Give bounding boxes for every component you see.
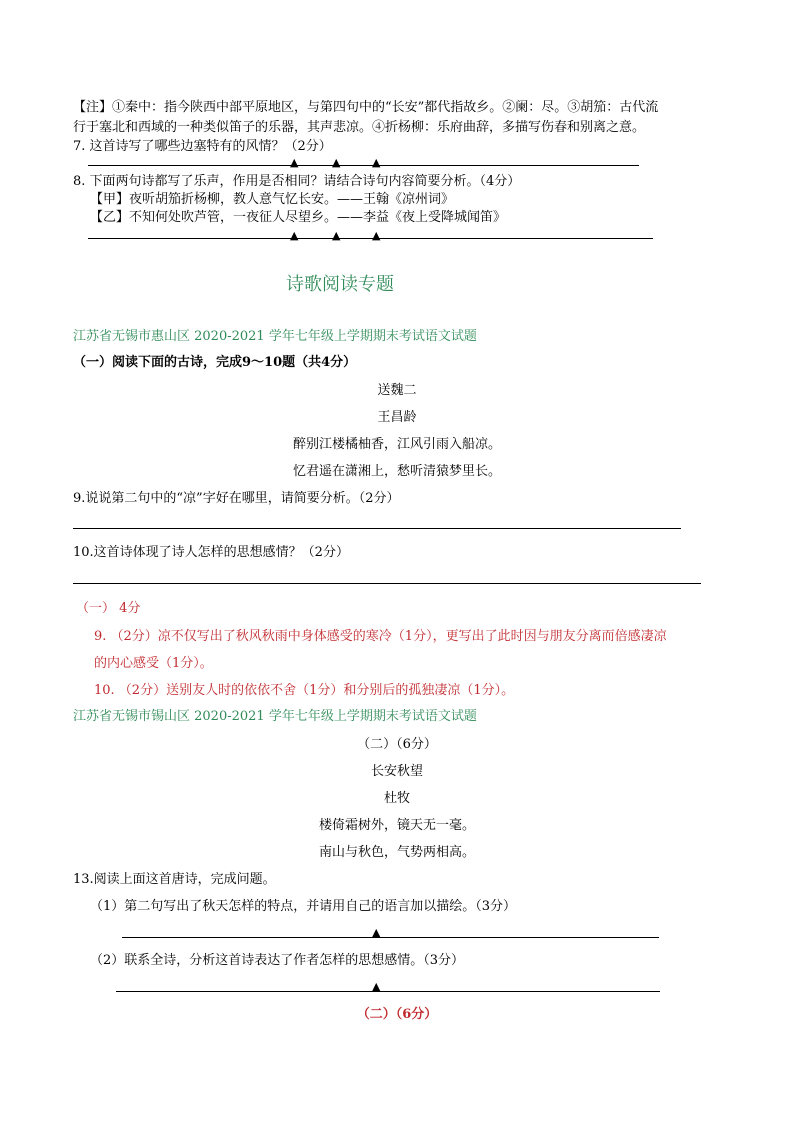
question-10: 10.这首诗体现了诗人怎样的思想感情？（2分） xyxy=(73,545,349,560)
note-line-2: 行于塞北和西域的一种类似笛子的乐器，其声悲凉。④折杨柳：乐府曲辞，多描写伤春和别离之意。 xyxy=(73,120,646,135)
poem-excerpt-yi: 【乙】不知何处吹芦管，一夜征人尽望乡。——李益《夜上受降城闻笛》 xyxy=(90,210,507,225)
poem-title-1: 送魏二 xyxy=(377,383,417,398)
answer-marker: ▲ xyxy=(332,156,341,169)
source-line-2: 江苏省无锡市锡山区 2020-2021 学年七年级上学期期末考试语文试题 xyxy=(73,709,477,724)
answer-marker: ▲ xyxy=(372,980,381,993)
question-13-1: （1）第二句写出了秋天怎样的特点，并请用自己的语言加以描绘。（3分） xyxy=(90,899,517,914)
answer-line-q10 xyxy=(73,583,701,584)
answer-line-q13-1 xyxy=(122,937,659,938)
answer-9-line-1: 9. （2分）凉不仅写出了秋风秋雨中身体感受的寒冷（1分），更写出了此时因与朋友分离而倍感凄凉 xyxy=(94,629,667,644)
section-title: 诗歌阅读专题 xyxy=(286,274,394,295)
poem-2-line-2: 南山与秋色，气势两相高。 xyxy=(318,845,475,860)
poem-author-1: 王昌龄 xyxy=(377,410,417,425)
poem-excerpt-jia: 【甲】夜听胡笳折杨柳，教人意气忆长安。——王翰《凉州词》 xyxy=(90,192,455,207)
answer-10: 10. （2分）送别友人时的依依不舍（1分）和分别后的孤独凄凉（1分）。 xyxy=(94,683,515,698)
answer-line-q8 xyxy=(88,238,653,239)
source-line-1: 江苏省无锡市惠山区 2020-2021 学年七年级上学期期末考试语文试题 xyxy=(73,329,477,344)
answer-marker: ▲ xyxy=(372,156,381,169)
answer-marker: ▲ xyxy=(372,926,381,939)
answer-heading-1: （一） 4分 xyxy=(76,601,141,616)
section-1-heading: （一）阅读下面的古诗，完成9～10题（共4分） xyxy=(73,355,357,370)
answer-marker: ▲ xyxy=(290,229,299,242)
question-8: 8. 下面两句诗都写了乐声，作用是否相同？请结合诗句内容简要分析。（4分） xyxy=(73,174,521,189)
answer-9-line-2: 的内心感受（1分）。 xyxy=(94,656,213,671)
poem-author-2: 杜牧 xyxy=(383,791,410,806)
answer-marker: ▲ xyxy=(332,229,341,242)
answer-marker: ▲ xyxy=(372,229,381,242)
question-9: 9.说说第二句中的“凉”字好在哪里，请简要分析。（2分） xyxy=(73,491,400,506)
poem-title-2: 长安秋望 xyxy=(370,764,423,779)
answer-marker: ▲ xyxy=(290,156,299,169)
section-2-heading: （二）（6分） xyxy=(357,737,437,752)
poem-1-line-2: 忆君遥在潇湘上，愁听清猿梦里长。 xyxy=(292,464,501,479)
poem-2-line-1: 楼倚霜树外，镜天无一毫。 xyxy=(318,818,475,833)
answer-line-q13-2 xyxy=(116,991,660,992)
question-13: 13.阅读上面这首唐诗，完成问题。 xyxy=(73,872,276,887)
answer-heading-2: （二）（6分） xyxy=(356,1007,438,1022)
poem-1-line-1: 醉别江楼橘柚香，江风引雨入船凉。 xyxy=(292,437,501,452)
note-line-1: 【注】①秦中：指今陕西中部平原地区，与第四句中的“长安”都代指故乡。②阑：尽。③胡笳：古代流 xyxy=(73,100,659,115)
answer-line-q9 xyxy=(73,528,681,529)
answer-line-q7 xyxy=(88,165,639,166)
question-13-2: （2）联系全诗，分析这首诗表达了作者怎样的思想感情。（3分） xyxy=(90,953,465,968)
question-7: 7. 这首诗写了哪些边塞特有的风情？（2分） xyxy=(73,139,332,154)
